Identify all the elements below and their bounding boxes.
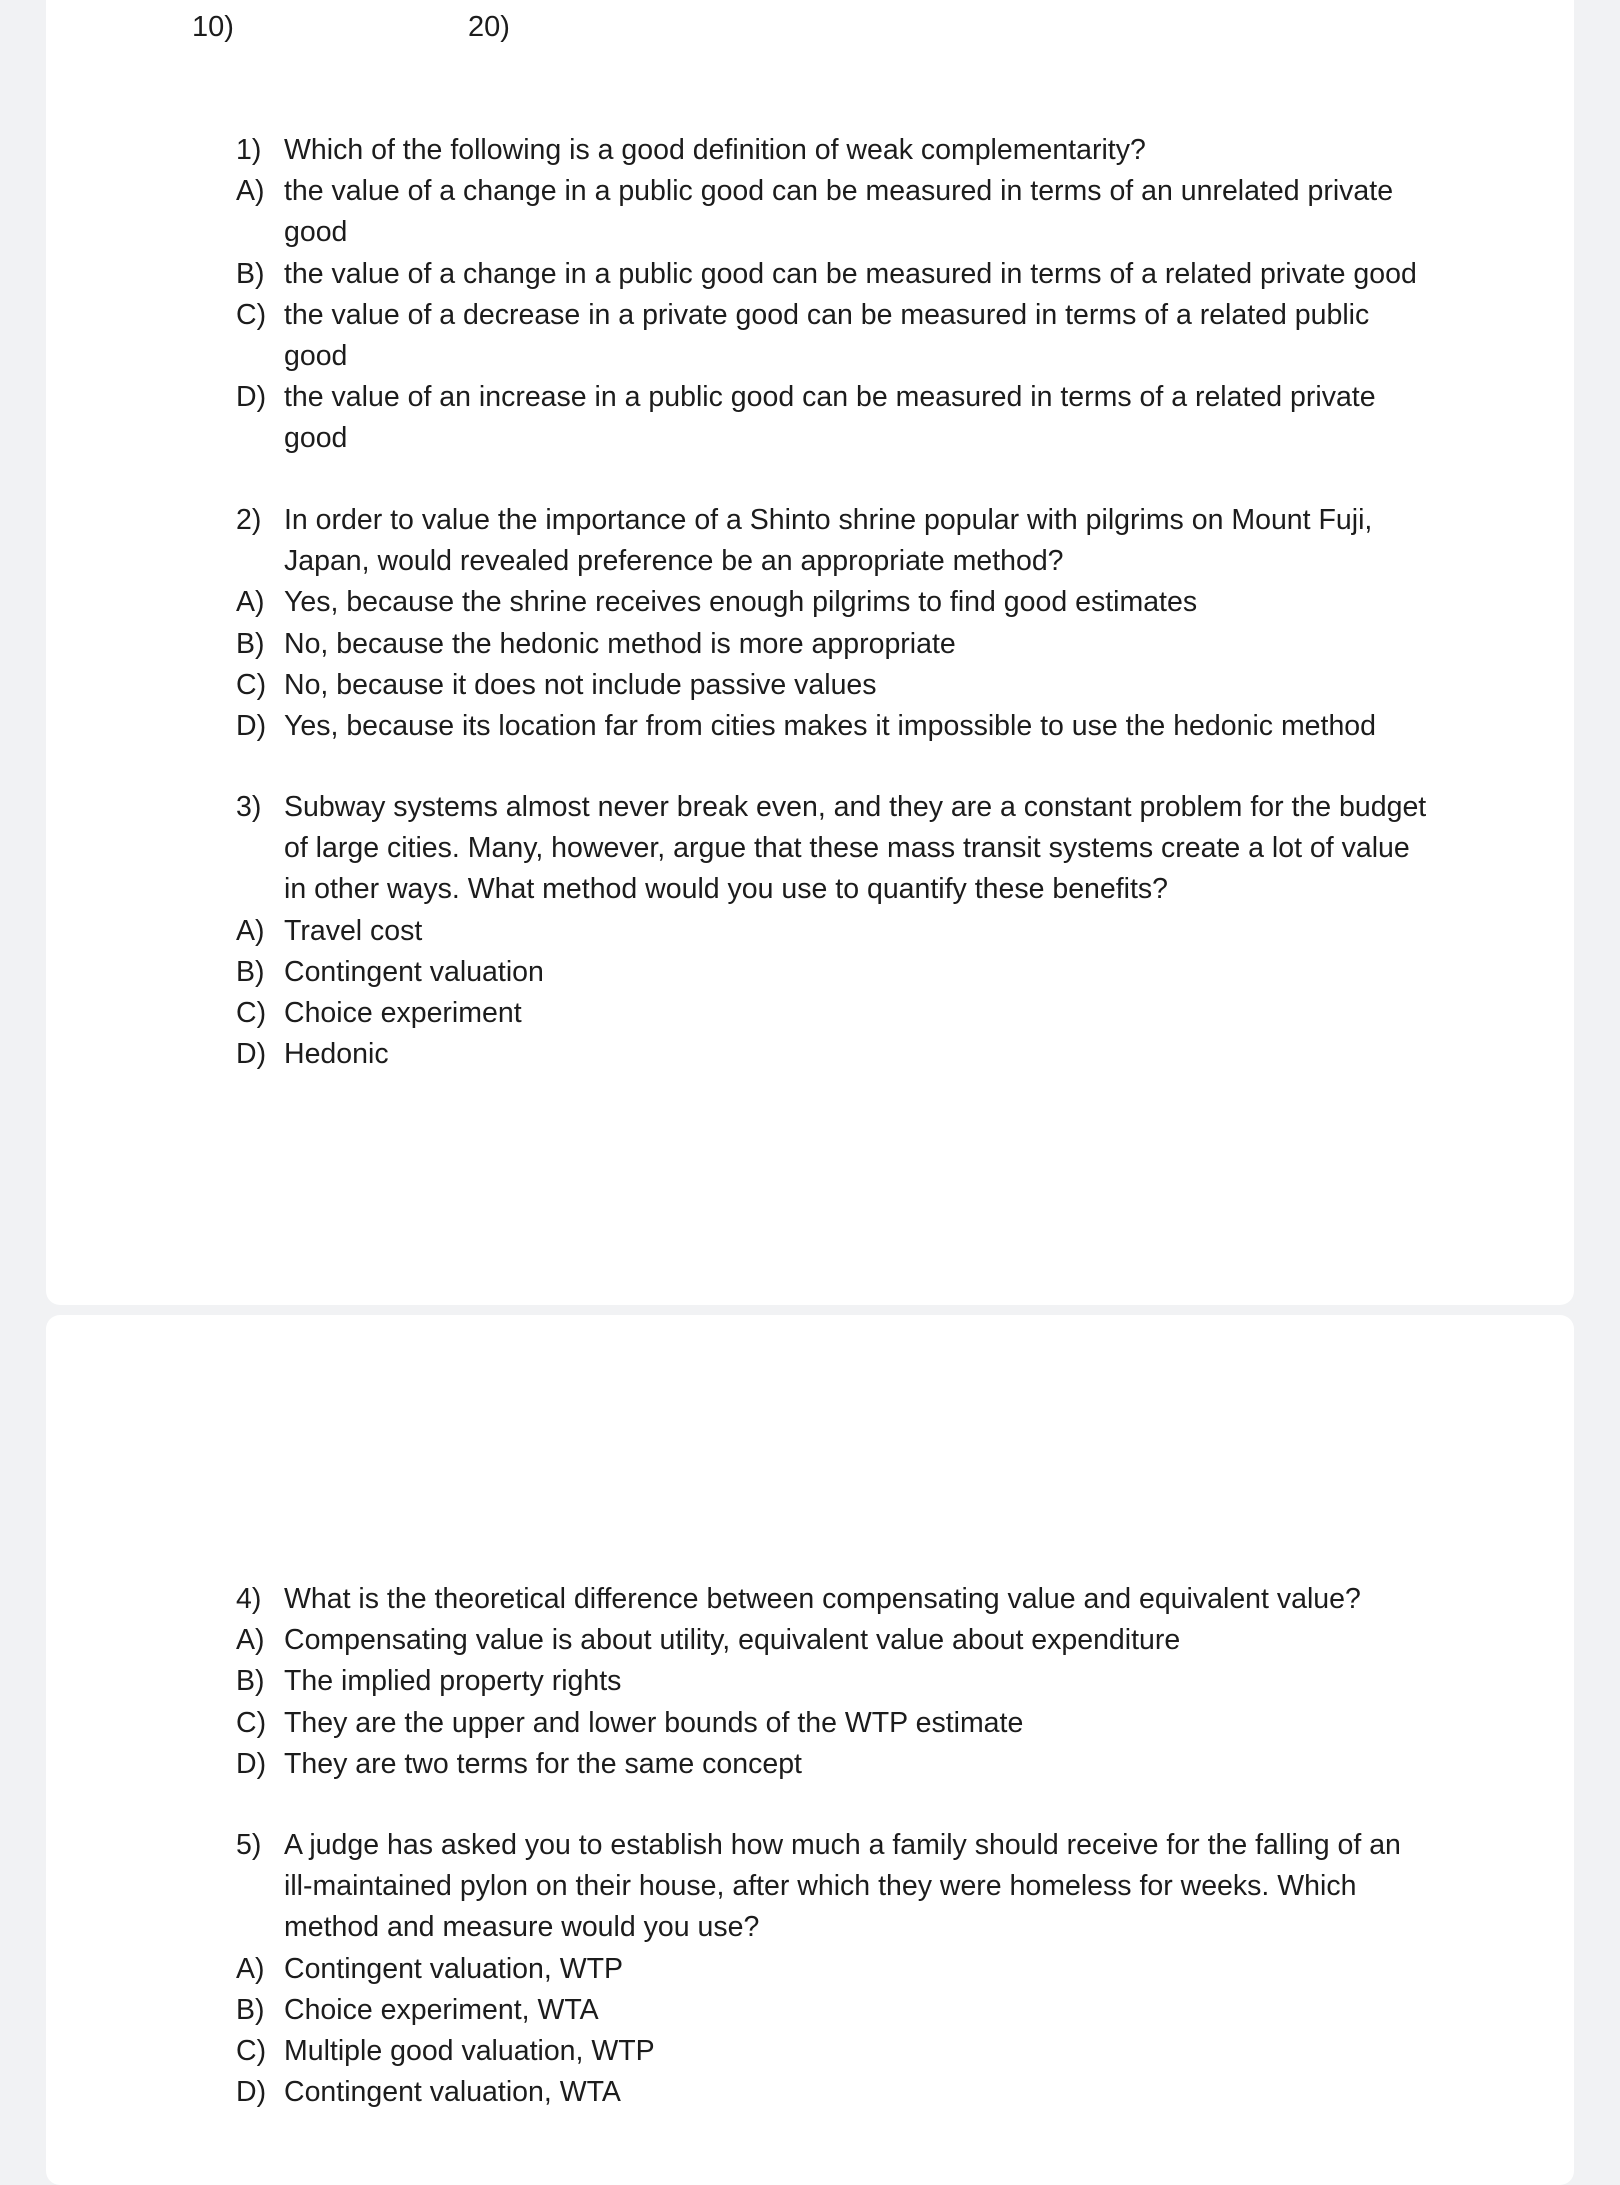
option-b: [236, 624, 1436, 665]
option-label: C): [236, 668, 267, 701]
option-label: C): [236, 298, 267, 331]
option-label: B): [236, 955, 265, 988]
question-stem: [236, 1825, 1436, 1949]
option-text: Contingent valuation: [284, 955, 544, 988]
question-number: 4): [236, 1583, 262, 1615]
option-b: [236, 1990, 1436, 2031]
option-d: [236, 706, 1436, 747]
question-text: Which of the following is a good definition of weak complementarity?: [284, 134, 1146, 166]
option-text: Choice experiment, WTA: [284, 1993, 599, 2026]
option-text: They are two terms for the same concept: [284, 1747, 802, 1780]
question-1: [236, 130, 1436, 460]
option-c: [236, 1703, 1436, 1744]
question-4: [236, 1579, 1436, 1785]
question-stem: [236, 1579, 1436, 1620]
option-text: the value of a change in a public good can be measured in terms of an unrelated private good: [284, 175, 1394, 249]
option-text: Choice experiment: [284, 997, 522, 1030]
option-c: [236, 295, 1436, 377]
option-text: the value of a change in a public good can be measured in terms of a related private good: [284, 257, 1417, 290]
question-number: 3): [236, 791, 262, 823]
option-a: [236, 911, 1436, 952]
option-label: A): [236, 1624, 265, 1657]
option-b: [236, 952, 1436, 993]
option-c: [236, 993, 1436, 1034]
question-text: In order to value the importance of a Shinto shrine popular with pilgrims on Mount Fuji, Japan, would revealed preference be an appropriate method?: [284, 504, 1373, 578]
option-label: C): [236, 997, 267, 1030]
question-text: Subway systems almost never break even, and they are a constant problem for the budget of large cities. Many, however, argue that these mass transit systems create a lot of value in other ways. What method would you use to quantify these benefits?: [284, 791, 1427, 906]
option-text: the value of an increase in a public good can be measured in terms of a related private good: [284, 381, 1376, 455]
option-label: B): [236, 1993, 265, 2026]
option-c: [236, 2031, 1436, 2072]
option-label: B): [236, 257, 265, 290]
option-text: Hedonic: [284, 1038, 389, 1071]
option-label: D): [236, 1038, 267, 1071]
option-c: [236, 665, 1436, 706]
option-label: C): [236, 1706, 267, 1739]
option-a: [236, 1949, 1436, 1990]
answer-number-10: 10): [192, 11, 234, 43]
option-a: [236, 171, 1436, 253]
option-d: [236, 2072, 1436, 2113]
option-b: [236, 254, 1436, 295]
option-label: A): [236, 175, 265, 208]
option-label: B): [236, 1665, 265, 1698]
option-d: [236, 377, 1436, 459]
question-5: [236, 1825, 1436, 2113]
question-stem: [236, 787, 1436, 911]
option-label: D): [236, 2076, 267, 2109]
question-text: A judge has asked you to establish how much a family should receive for the falling of an ill-maintained pylon on their house, after which they were homeless for weeks. Which method and measure would you use?: [284, 1829, 1401, 1944]
question-number: 2): [236, 504, 262, 536]
question-stem: [236, 130, 1436, 171]
option-text: No, because it does not include passive values: [284, 668, 877, 701]
option-d: [236, 1034, 1436, 1075]
option-text: They are the upper and lower bounds of the WTP estimate: [284, 1706, 1024, 1739]
option-label: C): [236, 2035, 267, 2068]
option-label: A): [236, 1952, 265, 1985]
option-a: [236, 582, 1436, 623]
question-text: What is the theoretical difference between compensating value and equivalent value?: [284, 1583, 1361, 1615]
question-stem: [236, 500, 1436, 582]
option-label: A): [236, 914, 265, 947]
option-b: [236, 1661, 1436, 1702]
option-d: [236, 1744, 1436, 1785]
option-text: Compensating value is about utility, equivalent value about expenditure: [284, 1624, 1181, 1657]
question-number: 5): [236, 1829, 262, 1861]
option-text: Travel cost: [284, 914, 423, 947]
option-text: Contingent valuation, WTP: [284, 1952, 624, 1985]
option-text: Yes, because its location far from cities makes it impossible to use the hedonic method: [284, 710, 1377, 743]
option-text: Yes, because the shrine receives enough pilgrims to find good estimates: [284, 586, 1198, 619]
option-a: [236, 1620, 1436, 1661]
option-label: D): [236, 381, 267, 414]
question-2: [236, 500, 1436, 747]
option-text: The implied property rights: [284, 1665, 622, 1698]
option-label: B): [236, 627, 265, 660]
option-label: D): [236, 710, 267, 743]
answer-number-20: 20): [468, 11, 510, 43]
option-text: Multiple good valuation, WTP: [284, 2035, 655, 2068]
option-label: A): [236, 586, 265, 619]
option-text: the value of a decrease in a private good can be measured in terms of a related public good: [284, 298, 1370, 373]
option-label: D): [236, 1747, 267, 1780]
question-number: 1): [236, 134, 262, 166]
question-3: [236, 787, 1436, 1075]
option-text: Contingent valuation, WTA: [284, 2076, 621, 2109]
option-text: No, because the hedonic method is more appropriate: [284, 627, 956, 660]
